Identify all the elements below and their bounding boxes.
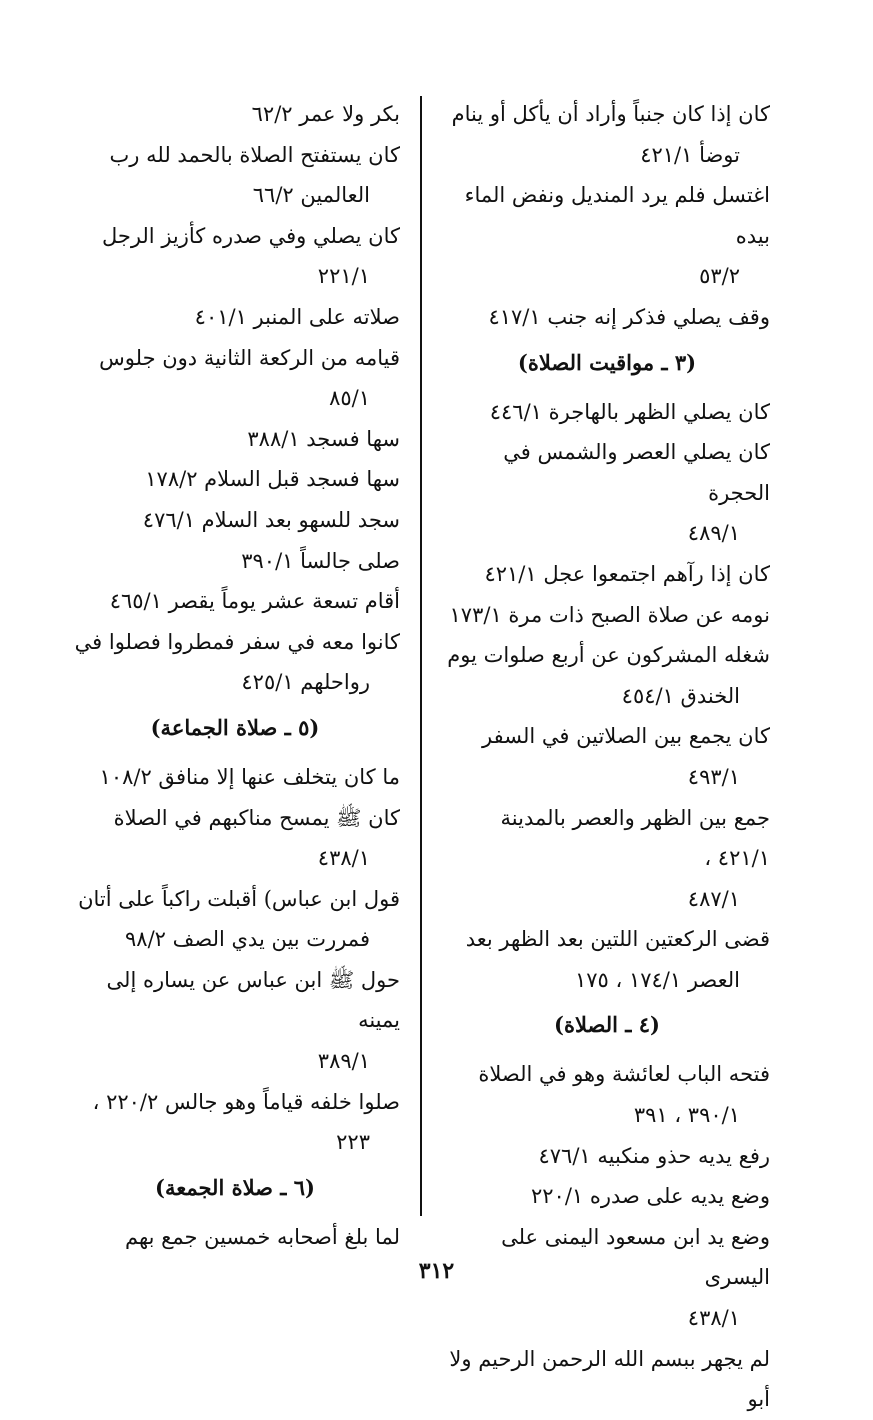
- entry-continuation: ٤٨٩/١: [687, 521, 740, 546]
- entry-text: شغله المشركون عن أربع صلوات يوم: [447, 643, 770, 668]
- column-divider: [420, 96, 422, 1216]
- entry-text: ما كان يتخلف عنها إلا منافق ١٠٨/٢: [99, 764, 400, 789]
- entry-text: اغتسل فلم يرد المنديل ونفض الماء بيده: [464, 183, 770, 248]
- entry-text: لم يجهر ببسم الله الرحمن الرحيم ولا أبو: [449, 1346, 770, 1412]
- left-column: [70, 94, 400, 1249]
- entry-continuation: الخندق ٤٥٤/١: [621, 683, 740, 708]
- entry-continuation: ٢٢١/١: [317, 264, 370, 289]
- index-entry: [444, 554, 770, 595]
- entry-text: لما بلغ أصحابه خمسين جمع بهم: [125, 1224, 400, 1249]
- index-entry: [70, 338, 400, 419]
- index-entry: [70, 757, 400, 798]
- entry-text: وضع يديه على صدره ٢٢٠/١: [530, 1184, 770, 1209]
- entry-continuation: توضأ ٤٢١/١: [640, 142, 740, 167]
- entry-continuation: ٢٢٣: [336, 1130, 370, 1155]
- index-entry: [70, 798, 400, 879]
- index-entry: [70, 879, 400, 960]
- entry-text: جمع بين الظهر والعصر بالمدينة ٤٢١/١ ،: [500, 805, 770, 871]
- entry-text: كان يصلي وفي صدره كأزيز الرجل: [101, 223, 400, 248]
- entry-text: سجد للسهو بعد السلام ٤٧٦/١: [142, 507, 400, 532]
- index-entry: [70, 216, 400, 297]
- index-entry: [444, 392, 770, 433]
- entry-text: قضى الركعتين اللتين بعد الظهر بعد: [465, 927, 770, 952]
- section-heading: (٣ ـ مواقيت الصلاة): [517, 349, 697, 375]
- index-entry: [444, 1136, 770, 1177]
- entry-text: بكر ولا عمر ٦٢/٢: [251, 102, 400, 126]
- entry-text: قول ابن عباس) أقبلت راكباً على أتان: [78, 886, 400, 911]
- right-column: [444, 94, 770, 1412]
- section-heading: (٦ ـ صلاة الجمعة): [155, 1174, 315, 1200]
- entry-text: فتحه الباب لعائشة وهو في الصلاة: [478, 1062, 770, 1087]
- entry-continuation: ٨٥/١: [329, 386, 370, 411]
- entry-text: صلوا خلفه قياماً وهو جالس ٢٢٠/٢ ،: [92, 1089, 400, 1114]
- entry-text: رفع يديه حذو منكبيه ٤٧٦/١: [538, 1143, 770, 1168]
- index-entry: [70, 459, 400, 500]
- index-entry: [444, 595, 770, 636]
- entry-text: كان يستفتح الصلاة بالحمد لله رب: [109, 142, 400, 167]
- section-heading: (٥ ـ صلاة الجماعة): [150, 714, 320, 740]
- index-entry: [444, 432, 770, 554]
- index-entry: [70, 541, 400, 582]
- index-entry: [444, 798, 770, 920]
- index-entry: [444, 919, 770, 1000]
- entry-text: كان يصلي العصر والشمس في الحجرة: [503, 440, 770, 505]
- page-number: ٣١٢: [418, 1258, 455, 1284]
- entry-continuation: فمررت بين يدي الصف ٩٨/٢: [125, 927, 370, 952]
- entry-continuation: العالمين ٦٦/٢: [252, 183, 370, 208]
- index-entry: [70, 1082, 400, 1163]
- section-heading: (٤ ـ الصلاة): [554, 1012, 660, 1038]
- index-entry: [70, 581, 400, 622]
- index-entry: [444, 635, 770, 716]
- entry-continuation: ٤٣٨/١: [317, 846, 370, 871]
- index-entry: [70, 135, 400, 216]
- index-entry: [444, 1054, 770, 1135]
- entry-text: صلاته على المنبر ٤٠١/١: [194, 304, 400, 329]
- index-entry: [70, 1217, 400, 1258]
- entry-text: كان إذا رآهم اجتمعوا عجل ٤٢١/١: [484, 561, 770, 586]
- entry-text: كان يصلي الظهر بالهاجرة ٤٤٦/١: [489, 399, 770, 424]
- index-entry: [70, 94, 400, 135]
- index-entry: [444, 297, 770, 338]
- index-entry: [70, 960, 400, 1082]
- index-entry: [70, 419, 400, 460]
- entry-text: أقام تسعة عشر يوماً يقصر ٤٦٥/١: [109, 589, 400, 614]
- index-entry: [70, 500, 400, 541]
- entry-continuation: رواحلهم ٤٢٥/١: [241, 670, 370, 695]
- entry-continuation: ٣٨٩/١: [317, 1049, 370, 1074]
- entry-continuation: ٥٣/٢: [699, 264, 740, 289]
- entry-continuation: ٤٩٣/١: [687, 764, 740, 789]
- index-entry: [444, 716, 770, 797]
- entry-continuation: ٤٣٨/١: [687, 1306, 740, 1331]
- entry-text: صلى جالساً ٣٩٠/١: [241, 548, 400, 573]
- entry-continuation: ٤٨٧/١: [687, 886, 740, 911]
- entry-text: سها فسجد ٣٨٨/١: [247, 426, 400, 451]
- entry-text: نومه عن صلاة الصبح ذات مرة ١٧٣/١: [449, 602, 770, 627]
- entry-text: كان إذا كان جنباً وأراد أن يأكل أو ينام: [451, 102, 770, 126]
- entry-text: وضع يد ابن مسعود اليمنى على اليسرى: [501, 1224, 770, 1290]
- entry-text: كانوا معه في سفر فمطروا فصلوا في: [74, 629, 400, 654]
- entry-continuation: العصر ١٧٤/١ ، ١٧٥: [574, 967, 740, 992]
- index-entry: [70, 297, 400, 338]
- entry-text: كان ﷺ يمسح مناكبهم في الصلاة: [113, 805, 400, 830]
- index-entry: [444, 1339, 770, 1420]
- index-entry: [444, 1176, 770, 1217]
- index-entry: [70, 622, 400, 703]
- entry-text: حول ﷺ ابن عباس عن يساره إلى يمينه: [106, 967, 400, 1033]
- entry-continuation: ٣٩٠/١ ، ٣٩١: [633, 1103, 740, 1128]
- entry-text: سها فسجد قبل السلام ١٧٨/٢: [145, 467, 400, 492]
- entry-text: كان يجمع بين الصلاتين في السفر: [482, 724, 770, 749]
- index-entry: [444, 175, 770, 297]
- index-entry: [444, 94, 770, 175]
- entry-text: وقف يصلي فذكر إنه جنب ٤١٧/١: [488, 304, 770, 329]
- entry-text: قيامه من الركعة الثانية دون جلوس: [99, 345, 400, 370]
